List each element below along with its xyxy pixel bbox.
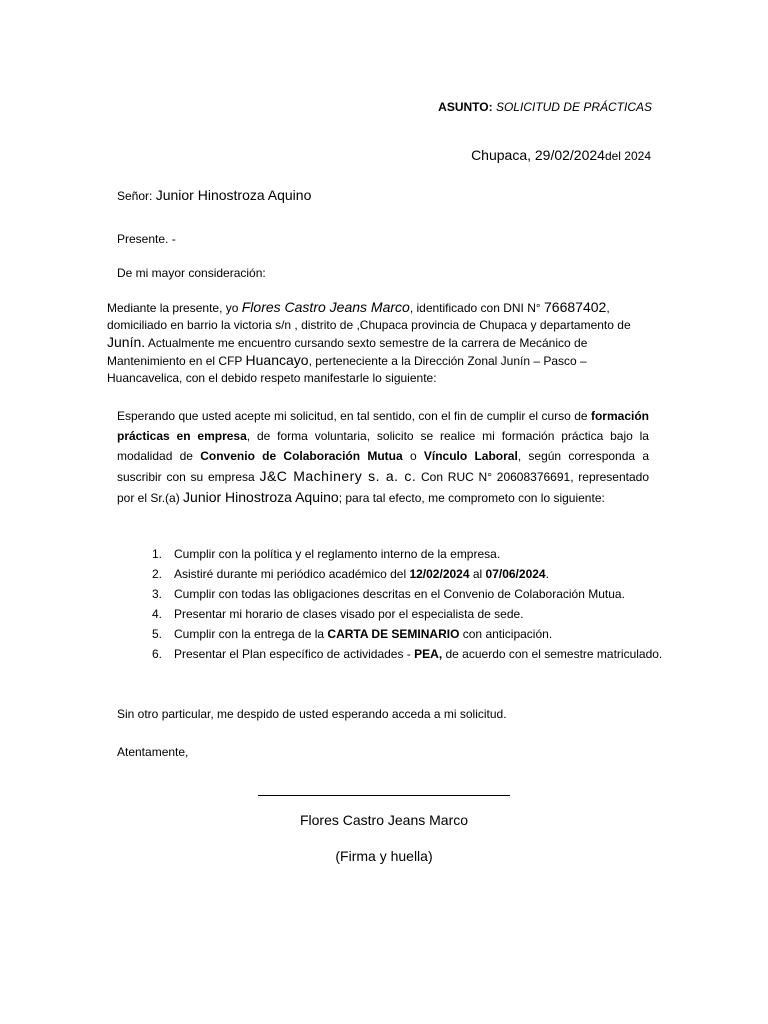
recipient-prefix: Señor:	[117, 189, 153, 203]
department-name: Junín.	[107, 334, 146, 350]
dni-number: 76687402	[544, 299, 607, 315]
commitments-list	[117, 544, 706, 664]
recipient-name: Junior Hinostroza Aquino	[155, 187, 312, 203]
list-text: Presentar el Plan específico de actividades -	[174, 647, 415, 661]
closing-line: Atentamente,	[117, 745, 189, 759]
representative-name: Junior Hinostroza Aquino	[183, 489, 339, 505]
signature-line	[258, 795, 510, 796]
list-item	[152, 584, 706, 604]
request-text-1: Esperando que usted acepte mi solicitud, en tal sentido, con el fin de cumplir el curso de	[117, 409, 591, 423]
list-text: Presentar mi horario de clases visado por el especialista de sede.	[174, 607, 524, 621]
intro-paragraph	[107, 299, 652, 387]
intro-text-3: ,	[606, 301, 610, 315]
date-main: Chupaca, 29/02/2024	[471, 147, 605, 163]
list-item	[152, 624, 706, 644]
list-item	[152, 564, 706, 584]
request-paragraph	[117, 406, 649, 508]
start-date: 12/02/2024	[409, 567, 470, 581]
list-text: .	[545, 567, 549, 581]
list-number: 6.	[152, 647, 163, 661]
list-item	[152, 544, 706, 564]
intro-text-5: Actualmente me encuentro cursando sexto semestre de la carrera de Mecánico de Mantenimiento en el CFP	[107, 336, 588, 368]
list-text: al	[469, 567, 486, 581]
intro-text-1: Mediante la presente, yo	[107, 301, 242, 315]
greeting: Presente. -	[117, 232, 176, 246]
consideration-line: De mi mayor consideración:	[117, 266, 266, 280]
intro-text-4: domiciliado en barrio la victoria s/n , distrito de ,Chupaca provincia de Chupaca y departamento de	[107, 318, 631, 332]
list-text: Cumplir con la entrega de la	[174, 627, 328, 641]
list-text: con anticipación.	[459, 627, 553, 641]
seminar-letter: CARTA DE SEMINARIO	[327, 627, 460, 641]
list-text: Cumplir con todas las obligaciones descritas en el Convenio de Colaboración Mutua.	[174, 587, 625, 601]
course-name: formación prácticas en empresa	[117, 409, 649, 443]
request-text-4: , según corresponda a suscribir con su empresa	[117, 449, 649, 484]
subject-label: ASUNTO:	[438, 100, 493, 114]
modality-2: Vínculo Laboral	[423, 449, 518, 463]
intro-text-2: , identificado con DNI N°	[409, 301, 545, 315]
date-suffix: del 2024	[604, 149, 651, 163]
request-text-6: ; para tal efecto, me comprometo con lo siguiente:	[338, 491, 605, 505]
list-item	[152, 644, 706, 664]
list-item	[152, 604, 706, 624]
subject-line	[438, 100, 652, 114]
recipient-line	[117, 187, 311, 203]
list-number: 2.	[152, 567, 163, 581]
modality-1: Convenio de Colaboración Mutua	[200, 449, 403, 463]
signature-caption: (Firma y huella)	[335, 848, 433, 864]
pea-label: PEA,	[414, 647, 443, 661]
applicant-name: Flores Castro Jeans Marco	[241, 299, 410, 315]
request-text-3: o	[402, 449, 424, 463]
intro-text-6: , perteneciente a la Dirección Zonal Junín – Pasco – Huancavelica, con el debido respeto manifestarle lo siguiente:	[107, 354, 587, 385]
end-date: 07/06/2024	[485, 567, 546, 581]
subject-value: SOLICITUD DE PRÁCTICAS	[495, 100, 652, 114]
list-number: 3.	[152, 587, 163, 601]
signer-name: Flores Castro Jeans Marco	[299, 812, 469, 828]
list-number: 1.	[152, 547, 163, 561]
date-line	[471, 147, 651, 163]
request-text-5: Con RUC N° 20608376691, representado por el Sr.(a)	[117, 470, 650, 505]
list-text: de acuerdo con el semestre matriculado.	[442, 647, 663, 661]
list-number: 5.	[152, 627, 163, 641]
list-text: Cumplir con la política y el reglamento interno de la empresa.	[174, 547, 501, 561]
list-number: 4.	[152, 607, 163, 621]
request-text-2: , de forma voluntaria, solicito se realice mi formación práctica bajo la modalidad de	[117, 429, 649, 463]
farewell-line: Sin otro particular, me despido de usted esperando acceda a mi solicitud.	[117, 707, 507, 721]
cfp-name: Huancayo	[245, 352, 309, 368]
company-name: J&C Machinery s. a. c.	[259, 468, 417, 484]
list-text: Asistiré durante mi periódico académico del	[174, 567, 410, 581]
